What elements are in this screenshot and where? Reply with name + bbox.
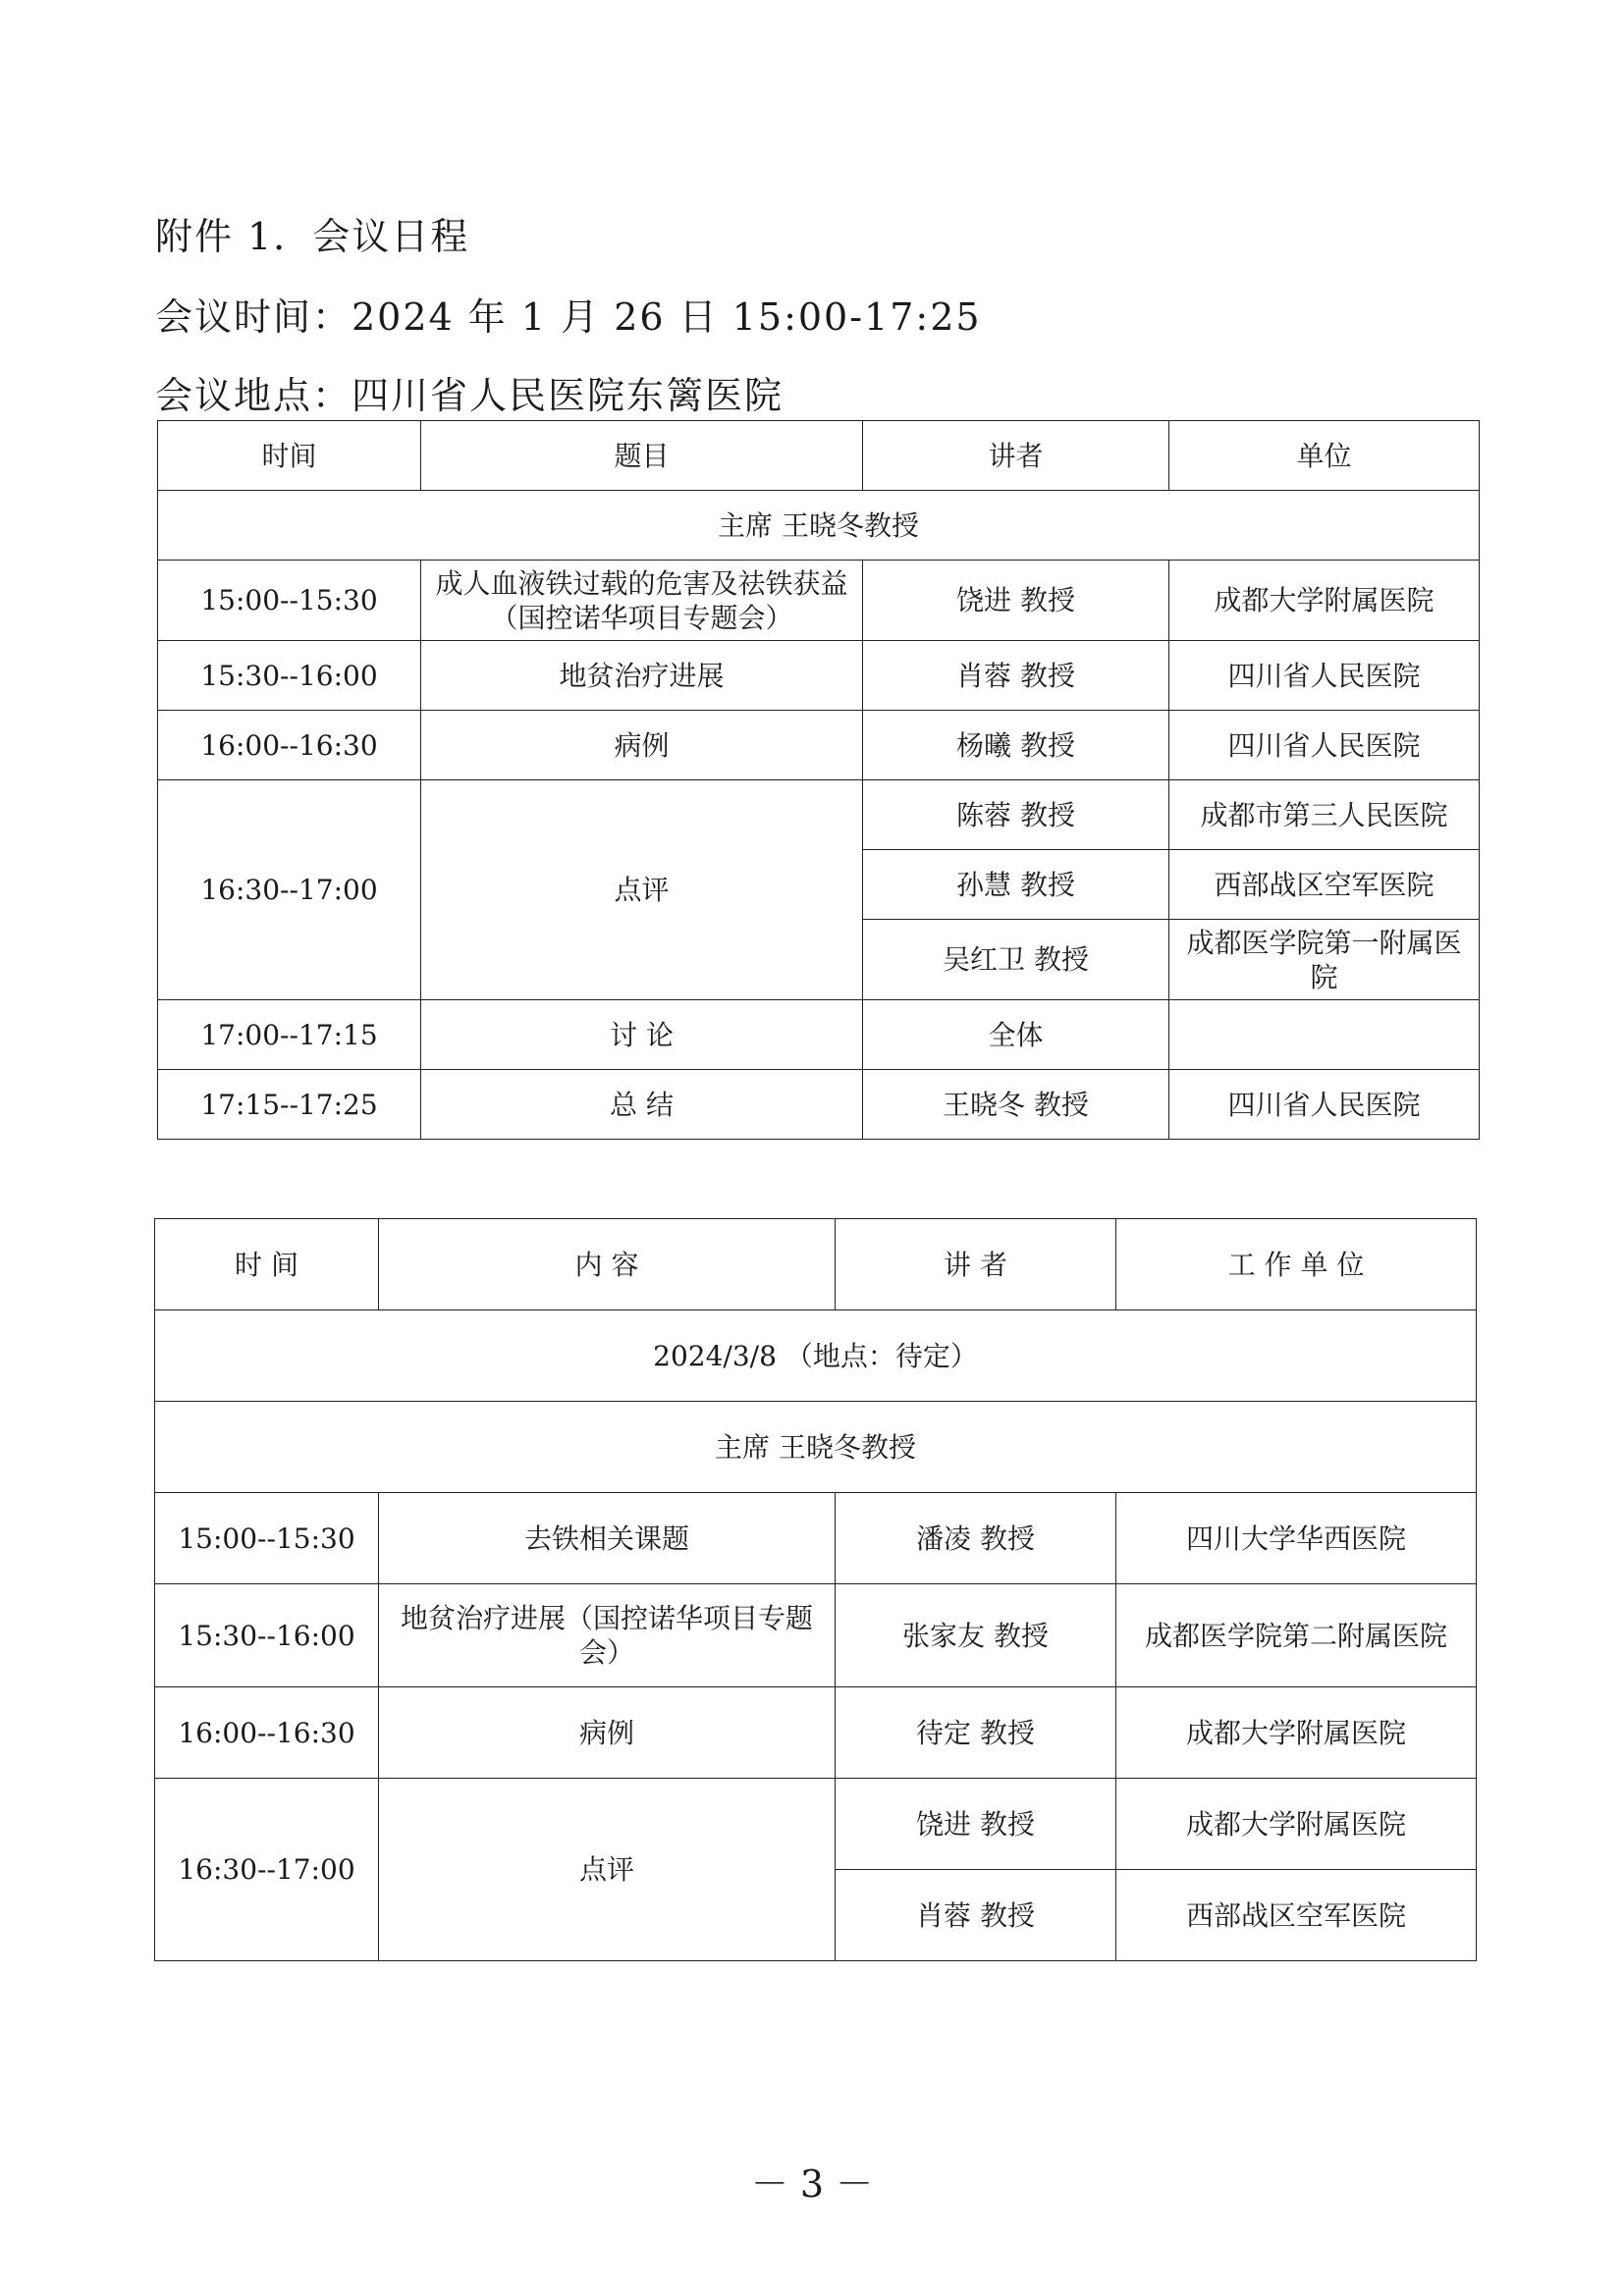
table-header-row (155, 1219, 1477, 1310)
time-cell: 16:00--16:30 (158, 711, 421, 780)
chair-row (155, 1402, 1477, 1493)
date-cell: 2024/3/8 （地点：待定） (155, 1310, 1477, 1402)
speaker-cell: 杨曦 教授 (863, 711, 1169, 780)
schedule-table-2 (154, 1218, 1477, 1961)
speaker-cell: 全体 (863, 1000, 1169, 1070)
table-row (155, 1584, 1477, 1687)
unit-cell: 西部战区空军医院 (1116, 1870, 1477, 1961)
topic-cell: 地贫治疗进展（国控诺华项目专题会） (379, 1584, 836, 1687)
meeting-time: 会议时间：2024 年 1 月 26 日 15:00-17:25 (155, 295, 982, 339)
table-row (158, 1070, 1480, 1140)
table-row (158, 780, 1480, 850)
header-content: 内 容 (379, 1219, 836, 1310)
table-row (158, 711, 1480, 780)
chair-row (158, 491, 1480, 561)
unit-cell: 成都大学附属医院 (1116, 1779, 1477, 1870)
topic-cell: 去铁相关课题 (379, 1493, 836, 1584)
table-row (158, 641, 1480, 711)
speaker-cell: 张家友 教授 (836, 1584, 1116, 1687)
header-time: 时 间 (155, 1219, 379, 1310)
time-cell: 17:15--17:25 (158, 1070, 421, 1140)
time-cell: 16:30--17:00 (158, 780, 421, 1000)
unit-cell (1169, 1000, 1480, 1070)
speaker-cell: 陈蓉 教授 (863, 780, 1169, 850)
table-row (155, 1687, 1477, 1779)
unit-cell: 成都医学院第二附属医院 (1116, 1584, 1477, 1687)
topic-cell: 讨 论 (421, 1000, 863, 1070)
time-cell: 15:30--16:00 (158, 641, 421, 711)
table-header-row (158, 421, 1480, 491)
speaker-cell: 吴红卫 教授 (863, 920, 1169, 1000)
unit-cell: 成都大学附属医院 (1116, 1687, 1477, 1779)
topic-cell: 点评 (379, 1779, 836, 1961)
time-cell: 15:00--15:30 (158, 561, 421, 641)
topic-cell: 病例 (421, 711, 863, 780)
topic-cell: 成人血液铁过载的危害及祛铁获益（国控诺华项目专题会） (421, 561, 863, 641)
table-row (155, 1493, 1477, 1584)
time-cell: 15:00--15:30 (155, 1493, 379, 1584)
header-speaker: 讲 者 (836, 1219, 1116, 1310)
page-number: － 3 － (750, 2163, 874, 2206)
topic-cell: 总 结 (421, 1070, 863, 1140)
table-row (158, 561, 1480, 641)
meeting-place: 会议地点：四川省人民医院东篱医院 (155, 374, 785, 417)
chair-cell: 主席 王晓冬教授 (155, 1402, 1477, 1493)
unit-cell: 西部战区空军医院 (1169, 850, 1480, 920)
time-cell: 16:00--16:30 (155, 1687, 379, 1779)
unit-cell: 成都医学院第一附属医院 (1169, 920, 1480, 1000)
speaker-cell: 肖蓉 教授 (836, 1870, 1116, 1961)
header-unit: 工 作 单 位 (1116, 1219, 1477, 1310)
unit-cell: 四川省人民医院 (1169, 711, 1480, 780)
speaker-cell: 待定 教授 (836, 1687, 1116, 1779)
topic-cell: 地贫治疗进展 (421, 641, 863, 711)
table-row (158, 1000, 1480, 1070)
topic-cell: 病例 (379, 1687, 836, 1779)
chair-cell: 主席 王晓冬教授 (158, 491, 1480, 561)
speaker-cell: 王晓冬 教授 (863, 1070, 1169, 1140)
speaker-cell: 肖蓉 教授 (863, 641, 1169, 711)
time-cell: 17:00--17:15 (158, 1000, 421, 1070)
time-cell: 15:30--16:00 (155, 1584, 379, 1687)
speaker-cell: 孙慧 教授 (863, 850, 1169, 920)
unit-cell: 四川省人民医院 (1169, 1070, 1480, 1140)
header-time: 时间 (158, 421, 421, 491)
date-row (155, 1310, 1477, 1402)
header-topic: 题目 (421, 421, 863, 491)
schedule-table-1 (157, 420, 1480, 1140)
header-unit: 单位 (1169, 421, 1480, 491)
unit-cell: 四川大学华西医院 (1116, 1493, 1477, 1584)
header-speaker: 讲者 (863, 421, 1169, 491)
unit-cell: 成都大学附属医院 (1169, 561, 1480, 641)
table-row (155, 1779, 1477, 1870)
unit-cell: 成都市第三人民医院 (1169, 780, 1480, 850)
time-cell: 16:30--17:00 (155, 1779, 379, 1961)
page-title: 附件 1．会议日程 (155, 215, 470, 258)
unit-cell: 四川省人民医院 (1169, 641, 1480, 711)
speaker-cell: 饶进 教授 (836, 1779, 1116, 1870)
topic-cell: 点评 (421, 780, 863, 1000)
speaker-cell: 饶进 教授 (863, 561, 1169, 641)
speaker-cell: 潘凌 教授 (836, 1493, 1116, 1584)
